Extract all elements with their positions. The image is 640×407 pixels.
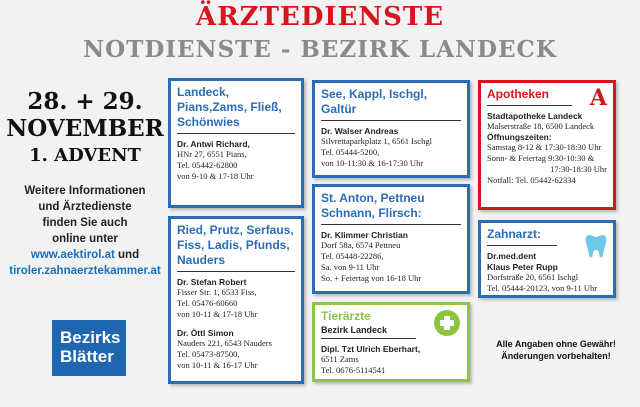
- detail-line: Silvrettaparkplatz 1, 6561 Ischgl: [321, 136, 432, 146]
- box-apotheken: [478, 80, 616, 210]
- doctor-name: Dr. Walser Andreas: [321, 126, 399, 136]
- disclaimer-line: Änderungen vorbehalten!: [501, 351, 611, 361]
- bezirksblaetter-logo: [52, 320, 126, 376]
- info-line: Weitere Informationen: [24, 185, 146, 197]
- divider: [487, 245, 557, 246]
- detail-line: von 10-11 & 17-18 Uhr: [177, 309, 258, 319]
- detail-line: Dorfstraße 20, 6561 Ischgl: [487, 272, 579, 282]
- doctor-name: Dipl. Tzt Ulrich Eberhart,: [321, 344, 421, 354]
- box-title: St. Anton, Pettneu Schnann, Flirsch:: [321, 191, 425, 220]
- detail-line: Tel. 0676-5114541: [321, 365, 386, 375]
- disclaimer-line: Alle Angaben ohne Gewähr!: [496, 339, 616, 349]
- hours-line: 17:30-18:30 Uhr: [550, 164, 607, 174]
- doctor-title: Dr.med.dent: [487, 251, 537, 261]
- box-tierarzt: [312, 302, 470, 382]
- detail-line: von 10-11:30 & 16-17:30 Uhr: [321, 158, 424, 168]
- doctor-name: Klaus Peter Rupp: [487, 262, 558, 272]
- box-zahnarzt: [478, 220, 616, 298]
- detail-line: Tel. 05444-5200,: [321, 147, 380, 157]
- date-month: NOVEMBER: [6, 115, 164, 142]
- box-title: Tierärzte: [321, 309, 371, 323]
- doctor-name: Dr. Öttl Simon: [177, 328, 234, 338]
- detail-line: Malserstraße 18, 6500 Landeck: [487, 121, 595, 131]
- divider: [177, 133, 295, 134]
- date-days: 28. + 29.: [27, 88, 143, 115]
- detail-line: Tel. 05473-87500,: [177, 349, 240, 359]
- detail-line: Dorf 58a, 6574 Pettneu: [321, 240, 401, 250]
- box-title: Apotheken: [487, 87, 550, 101]
- hours-line: Samstag 8-12 & 17:30-18:30 Uhr: [487, 142, 602, 152]
- box-subtitle: Bezirk Landeck: [321, 325, 388, 335]
- pharmacy-name: Stadtapotheke Landeck: [487, 111, 583, 121]
- and-text: und: [114, 249, 140, 261]
- detail-line: Nauders 221, 6543 Nauders: [177, 338, 272, 348]
- info-line: online unter: [52, 233, 118, 245]
- info-line: und Ärztedienste: [38, 201, 132, 213]
- left-column: [0, 88, 170, 279]
- link-aektirol[interactable]: www.aektirol.at: [30, 249, 115, 261]
- link-zahnaerztekammer[interactable]: tiroler.zahnaerztekammer.at: [9, 265, 161, 277]
- box-title: Landeck, Pians,Zams, Fließ, Schönwies: [177, 85, 282, 129]
- box-see: [312, 80, 470, 178]
- doctor-name: Dr. Stefan Robert: [177, 277, 247, 287]
- detail-line: Tel. 05448-22286,: [321, 251, 384, 261]
- box-stanton: [312, 184, 470, 294]
- box-title: See, Kappl, Ischgl, Galtür: [321, 87, 428, 116]
- hours-line: Sonn- & Feiertag 9:30-10:30 &: [487, 153, 595, 163]
- veterinary-icon: [433, 309, 461, 337]
- detail-line: Tel. 05444-20123, von 9-11 Uhr: [487, 283, 598, 293]
- detail-line: Tel. 05476-60660: [177, 298, 238, 308]
- info-links: [0, 247, 170, 263]
- info-line: finden Sie auch: [42, 217, 128, 229]
- divider: [487, 105, 572, 106]
- box-title: Zahnarzt:: [487, 227, 541, 241]
- info-text: [0, 183, 170, 279]
- box-title: Ried, Prutz, Serfaus, Fiss, Ladis, Pfunds, Nauders: [177, 223, 294, 267]
- page-title: ÄRZTEDIENSTE: [195, 2, 445, 32]
- divider: [177, 271, 295, 272]
- detail-line: von 9-10 & 17-18 Uhr: [177, 171, 254, 181]
- box-landeck: [168, 78, 304, 208]
- page-subtitle: NOTDIENSTE - BEZIRK LANDECK: [83, 36, 557, 63]
- box-ried: [168, 216, 304, 384]
- doctor-name: Dr. Antwi Richard,: [177, 139, 250, 149]
- divider: [321, 120, 461, 121]
- detail-line: Sa. von 9-11 Uhr: [321, 262, 380, 272]
- detail-line: Fisser Str. 1, 6533 Fiss,: [177, 287, 257, 297]
- hours-title: Öffnungszeiten:: [487, 132, 552, 142]
- detail-line: HNr 27, 6551 Pians,: [177, 149, 247, 159]
- tooth-icon: [585, 233, 607, 259]
- disclaimer: [476, 338, 636, 362]
- logo-line-1: Bezirks: [60, 328, 121, 347]
- detail-line: von 10-11 & 16-17 Uhr: [177, 360, 258, 370]
- divider: [321, 338, 416, 339]
- detail-line: So. + Feiertag von 16-18 Uhr: [321, 273, 422, 283]
- detail-line: 6511 Zams: [321, 354, 359, 364]
- date-advent: 1. ADVENT: [29, 145, 141, 166]
- logo-line-2: Blätter: [60, 347, 114, 366]
- doctor-name: Dr. Klimmer Christian: [321, 230, 408, 240]
- pharmacy-a-icon: A: [589, 85, 607, 111]
- detail-line: Tel. 05442-62800: [177, 160, 238, 170]
- divider: [321, 224, 461, 225]
- emergency-phone: Notfall: Tel. 05442-62334: [487, 175, 576, 185]
